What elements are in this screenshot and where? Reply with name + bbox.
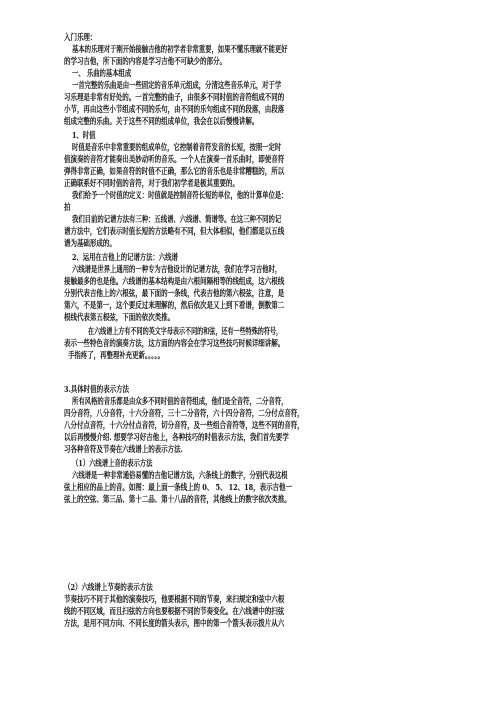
doc-line: 节奏技巧不同于其他的演奏技巧，他要根据不同的节奏，来扫规定和弦中六根 (64, 595, 285, 605)
doc-line: 方法，是用不同方向、不同长度的箭头表示，图中的第一个箭头表示拨片从六 (64, 619, 285, 629)
doc-line: 一首完整的乐曲是由一些固定的音乐单元组成，分清这些音乐单元，对于学 (72, 81, 282, 91)
doc-line: 小节，再由这些小节组成不同的乐句，由不同的乐句组成不同的段落，由段落 (64, 105, 285, 115)
doc-line: 正确联系好不同时值的音符，对于我们初学者是极其重要的。 (64, 179, 239, 189)
doc-line: 谱方法中，它们表示时值长短的方法略有不同，但大体相似，他们都是以五线 (64, 227, 285, 237)
doc-line: 接触最多的也是他。六线谱的基本结构是由六根间隔相等的线组成，这六根线 (64, 277, 285, 287)
doc-line: 谱为基础形成的。 (64, 239, 116, 249)
doc-line: 组成完整的乐曲。关于这些不同的组成单位，我会在以后慢慢讲解。 (64, 117, 259, 127)
doc-line: 表示一些特色音的演奏方法，这方面的内容会在学习这些技巧时候详细讲解。 (64, 339, 285, 349)
doc-line: 根线代表第五根弦，下面的依次类推。 (64, 313, 175, 323)
doc-line: 六线谱是一种非常通俗易懂的吉他记谱方法，六条线上的数字，分别代表这根 (72, 471, 288, 481)
doc-line: 以后再慢慢介绍. 想要学习好吉他上，各种技巧的时值表示方法，我们首先要学 (64, 433, 289, 443)
doc-line: 八分付点音符，十六分付点音符，切分音符，及一些组合音符等，这些不同的音符， (64, 421, 304, 431)
doc-heading-sub: 1、时值 (72, 131, 96, 141)
doc-line: 在六线谱上方有不同的英文字母表示不同的和弦，还有一些特殊的符号， (88, 327, 283, 337)
doc-line: 弦上的空弦、第三品、第十二品、第十八品的音符，其他线上的数字依次类推。 (64, 495, 291, 505)
doc-line: 线的不同区域，而且扫弦的方向也要根据不同的节奏变化。在六线谱中的扫弦 (64, 607, 285, 617)
doc-heading-sub: 3.具体时值的表示方法 (64, 385, 130, 395)
doc-heading-section: 一、 乐曲的基本组成 (72, 69, 132, 79)
doc-line: 基本的乐理对于刚开始接触吉他的初学者非常重要，如果不懂乐理就不能更好 (72, 45, 288, 55)
doc-heading-sub: （1）六线谱上音的表示方法 (72, 459, 153, 469)
doc-line: 六线谱是世界上通用的一种专为吉他设计的记谱方法，我们在学习吉他时， (72, 265, 282, 275)
doc-heading-sub: （2）六线谱上节奏的表示方法 (64, 583, 153, 593)
doc-line: 时值是音乐中非常重要的组成单位，它控制着音符发音的长短，按照一定时 (72, 143, 282, 153)
doc-line: 弹得非常正确，如果音符的时值不正确，那么它的音乐也是非常糟糕的，所以 (64, 167, 285, 177)
doc-line: 四分音符，八分音符，十六分音符，三十二分音符，六十四分音符，二分付点音符， (64, 409, 304, 419)
doc-line: 弦上相应的品上的音。如图：最上面一条线上的 0、 5、 12、18，表示吉他一 (64, 483, 292, 493)
doc-line: 我们目前的记谱方法有三种：五线谱、六线谱、简谱等。在这三种不同的记 (72, 215, 282, 225)
doc-line: 拍 (64, 203, 71, 213)
doc-line: 手指疼了，再整理补充更新。。。。。 (68, 351, 165, 361)
doc-line: 分别代表吉他上的六根弦，最下面的一条线，代表吉他的第六根弦，注意，是 (64, 289, 285, 299)
doc-line: 习乐理是非常有好处的。一首完整的曲子，由很多不同时值的音符组成不同的 (64, 93, 285, 103)
doc-line: 的学习吉他，所下面的内容是学习吉他不可缺少的部分。 (64, 57, 226, 67)
doc-line: 习各种音符及节奏在六线谱上的表示方法. (64, 445, 183, 455)
doc-heading-sub: 2、运用在吉他上的记谱方法：六线谱 (72, 253, 178, 263)
doc-line: 第六，不是第一，这个要反过来理解的，然后依次是又上到下看谱，倒数第二 (64, 301, 285, 311)
doc-line: 我们给予一个时值的定义：时值就是控制音符长短的单位，他的计算单位是： (72, 191, 288, 201)
doc-line: 值演奏的音符才能奏出美妙动听的音乐。一个人在演奏一首乐曲时，即使音符 (64, 155, 285, 165)
doc-heading-intro: 入门乐理： (64, 33, 97, 43)
doc-line: 所有风格的音乐都是由众多不同时值的音符组成，他们是全音符，二分音符， (72, 397, 288, 407)
